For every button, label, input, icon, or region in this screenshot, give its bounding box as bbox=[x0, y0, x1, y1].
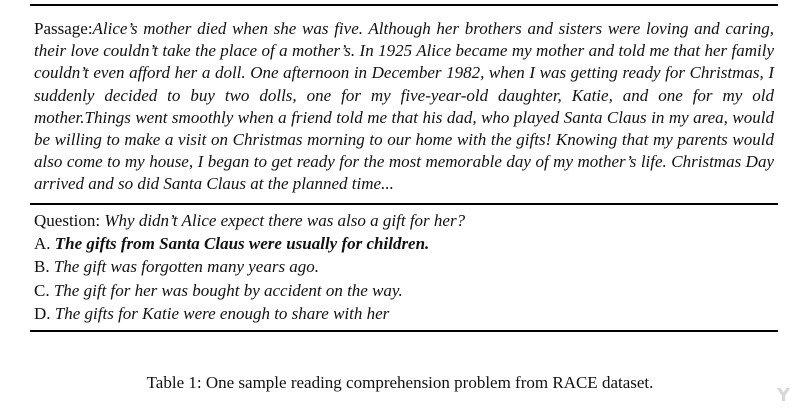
option-text: The gift for her was bought by accident on the way. bbox=[53, 280, 403, 300]
option-text: The gifts for Katie were enough to share with her bbox=[54, 304, 390, 324]
table-caption: Table 1: One sample reading comprehension problem from RACE dataset. bbox=[146, 373, 654, 392]
option-d bbox=[34, 302, 774, 325]
race-sample-table bbox=[30, 4, 778, 332]
table-bottom-rule bbox=[30, 330, 778, 332]
option-b bbox=[34, 255, 774, 278]
option-text: The gift was forgotten many years ago. bbox=[53, 257, 320, 277]
watermark-logo-icon: Y bbox=[776, 385, 790, 406]
option-c bbox=[34, 279, 774, 302]
question-block bbox=[30, 209, 778, 326]
passage-label: Passage: bbox=[34, 19, 93, 38]
table-mid-rule bbox=[30, 203, 778, 205]
option-letter: A. bbox=[34, 234, 51, 254]
table-top-rule bbox=[30, 4, 778, 6]
question-text: Why didn’t Alice expect there was also a gift for her? bbox=[104, 210, 466, 230]
option-text-correct: The gifts from Santa Claus were usually for children. bbox=[54, 234, 430, 254]
question-line bbox=[34, 209, 774, 232]
question-label: Question: bbox=[34, 210, 101, 230]
passage-text: Alice’s mother died when she was five. Although her brothers and sisters were loving and caring, their love couldn’t take the place of a mother’s. In 1925 Alice became my mother and told me that her family couldn’t even afford her a doll. One afternoon in December 1982, when I was getting ready for Christmas, I suddenly decided to buy two dolls, one for my five-year-old daughter, Katie, and one for my old mother.Things went smoothly when a friend told me that his dad, who played Santa Claus in my area, would be willing to make a visit on Christmas morning to our home with the gifts! Knowing that my parents would also come to my house, I began to get ready for the most memorable day of my mother’s life. Christmas Day arrived and so did Santa Claus at the planned time... bbox=[34, 19, 774, 194]
option-letter: C. bbox=[34, 280, 50, 300]
option-letter: B. bbox=[34, 257, 50, 277]
option-letter: D. bbox=[34, 304, 51, 324]
option-a bbox=[34, 232, 774, 255]
passage-block bbox=[30, 18, 778, 196]
